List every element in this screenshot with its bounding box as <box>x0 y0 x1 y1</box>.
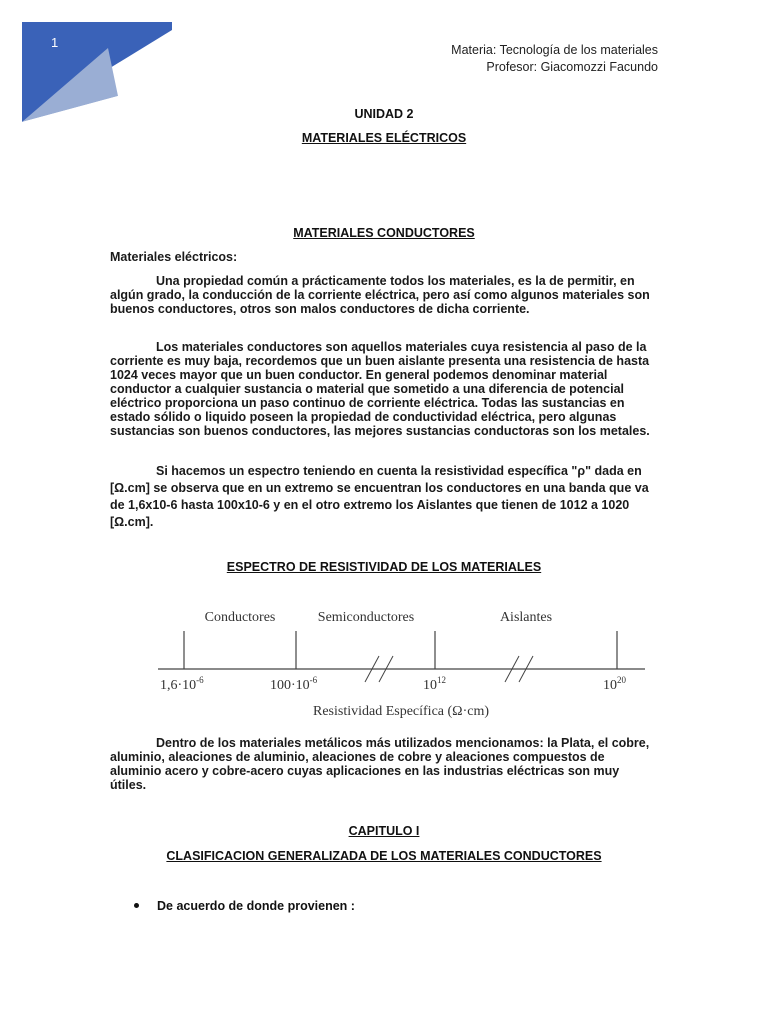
page-header <box>451 42 658 76</box>
section-title: MATERIALES CONDUCTORES <box>293 226 475 240</box>
chapter-title: CLASIFICACION GENERALIZADA DE LOS MATERIALES CONDUCTORES <box>166 849 602 863</box>
tick-label-4: $10^{20}$ <box>603 675 626 693</box>
chapter-heading: CAPITULO I <box>348 824 420 838</box>
paragraph-2: Los materiales conductores son aquellos materiales cuya resistencia al paso de la corriente es muy baja, recordemos que un buen aislante presenta una resistencia de hasta 1024 veces mayor que un buen conductor. En general podemos denominar material conductor a cualquier sustancia o material que sometido a una diferencia de potencial eléctrico proporciona un paso continuo de corriente eléctrica. Todas las sustancias en estado sólido o liquido poseen la propiedad de conductividad eléctrica, pero algunas sustancias son buenos conductores, las mejores sustancias conductoras son los metales. <box>110 340 650 438</box>
subheading: Materiales eléctricos: <box>110 250 238 264</box>
tick-label-2: $100\cdot 10^{-6}$ <box>270 675 318 693</box>
unit-title: MATERIALES ELÉCTRICOS <box>301 131 467 145</box>
bullet-dot-icon <box>134 903 139 908</box>
tick-label-3: $10^{12}$ <box>423 675 446 693</box>
spectrum-title: ESPECTRO DE RESISTIVIDAD DE LOS MATERIALES <box>226 560 542 574</box>
unit-heading: UNIDAD 2 <box>354 107 414 121</box>
paragraph-1: Una propiedad común a prácticamente todos los materiales, es la de permitir, en algún grado, la conducción de la corriente eléctrica, pero así como algunos materiales son buenos conductores, otros son malos conductores de dicha corriente. <box>110 274 650 316</box>
resistivity-spectrum-diagram <box>150 598 650 728</box>
paragraph-3: Si hacemos un espectro teniendo en cuenta la resistividad específica "ρ" dada en [Ω.cm] se observa que en un extremo se encuentran los conductores en una banda que va de 1,6x10-6 hasta 100x10-6 y en el otro extremo los Aislantes que tienen de 1012 a 1020 [Ω.cm]. <box>110 464 649 529</box>
paragraph-4: Dentro de los materiales metálicos más utilizados mencionamos: la Plata, el cobre, aluminio, aleaciones de aluminio, aleaciones de cobre y aleaciones compuestos de aluminio acero y cobre-acero cuyas aplicaciones en las industrias eléctricas son muy útiles. <box>110 736 650 792</box>
bullet-text: De acuerdo de donde provienen : <box>157 899 355 913</box>
axis-label: Resistividad Específica (Ω·cm) <box>312 704 490 719</box>
region-label-aislantes: Aislantes <box>499 610 553 625</box>
page-number: 1 <box>51 35 59 50</box>
tick-label-1: $1,6\cdot 10^{-6}$ <box>160 675 204 693</box>
professor-line: Profesor: Giacomozzi Facundo <box>486 60 658 74</box>
region-label-semiconductores: Semiconductores <box>317 610 415 625</box>
subject-line: Materia: Tecnología de los materiales <box>451 43 658 57</box>
bullet-item <box>134 899 355 913</box>
region-label-conductores: Conductores <box>204 610 276 625</box>
